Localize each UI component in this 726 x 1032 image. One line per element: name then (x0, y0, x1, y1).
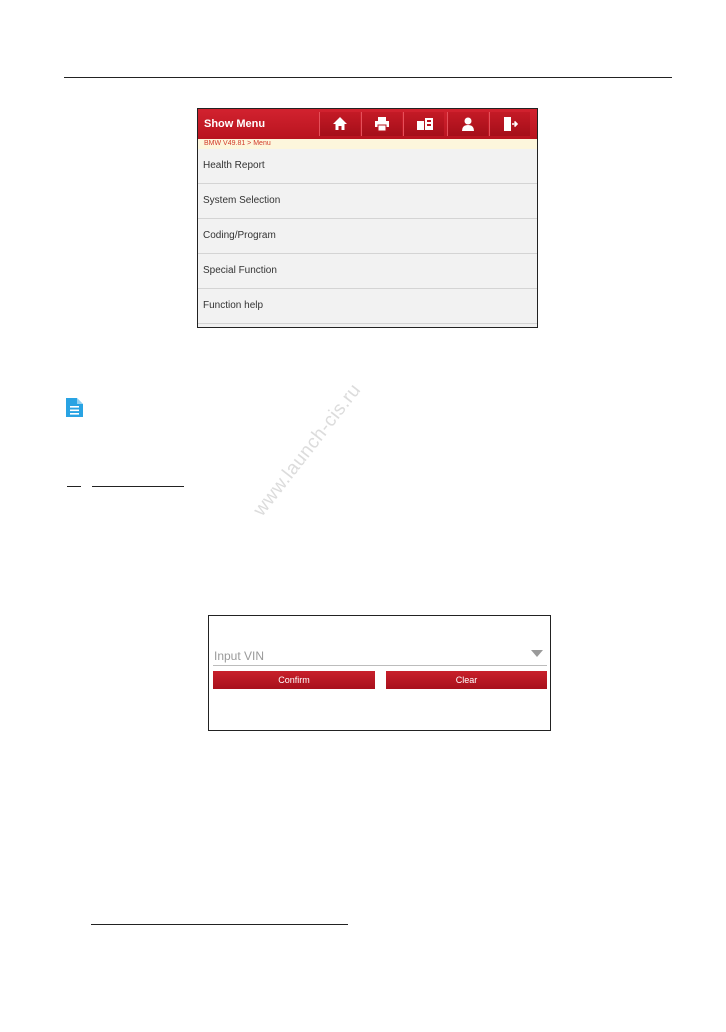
menu-item-special-function[interactable]: Special Function (198, 254, 537, 289)
vehicle-icon (416, 116, 434, 132)
menu-list (198, 149, 537, 324)
exit-icon (502, 116, 518, 132)
section-title-underline (92, 486, 184, 487)
exit-button[interactable] (489, 112, 530, 136)
menu-item-coding-program[interactable]: Coding/Program (198, 219, 537, 254)
menu-item-health-report[interactable]: Health Report (198, 149, 537, 184)
section-number-underline (67, 486, 81, 487)
print-icon (374, 116, 390, 132)
show-menu-screenshot (197, 108, 538, 328)
chevron-down-icon[interactable] (531, 650, 543, 657)
user-icon (460, 116, 476, 132)
title-bar (198, 109, 537, 139)
print-button[interactable] (361, 112, 402, 136)
menu-item-system-selection[interactable]: System Selection (198, 184, 537, 219)
vehicle-button[interactable] (403, 112, 444, 136)
app-title: Show Menu (204, 118, 266, 130)
home-button[interactable] (319, 112, 360, 136)
vin-input[interactable] (213, 646, 547, 666)
footnote-rule (91, 924, 348, 925)
vin-dialog-screenshot (208, 615, 551, 731)
page-header-rule (64, 77, 672, 78)
watermark: www.launch-cis.ru (249, 379, 366, 521)
home-icon (332, 116, 348, 132)
vin-placeholder: Input VIN (214, 649, 265, 663)
note-icon (66, 398, 83, 417)
clear-button[interactable]: Clear (386, 671, 547, 689)
user-button[interactable] (447, 112, 488, 136)
confirm-button[interactable]: Confirm (213, 671, 375, 689)
menu-item-function-help[interactable]: Function help (198, 289, 537, 324)
breadcrumb: BMW V49.81 > Menu (198, 139, 537, 149)
